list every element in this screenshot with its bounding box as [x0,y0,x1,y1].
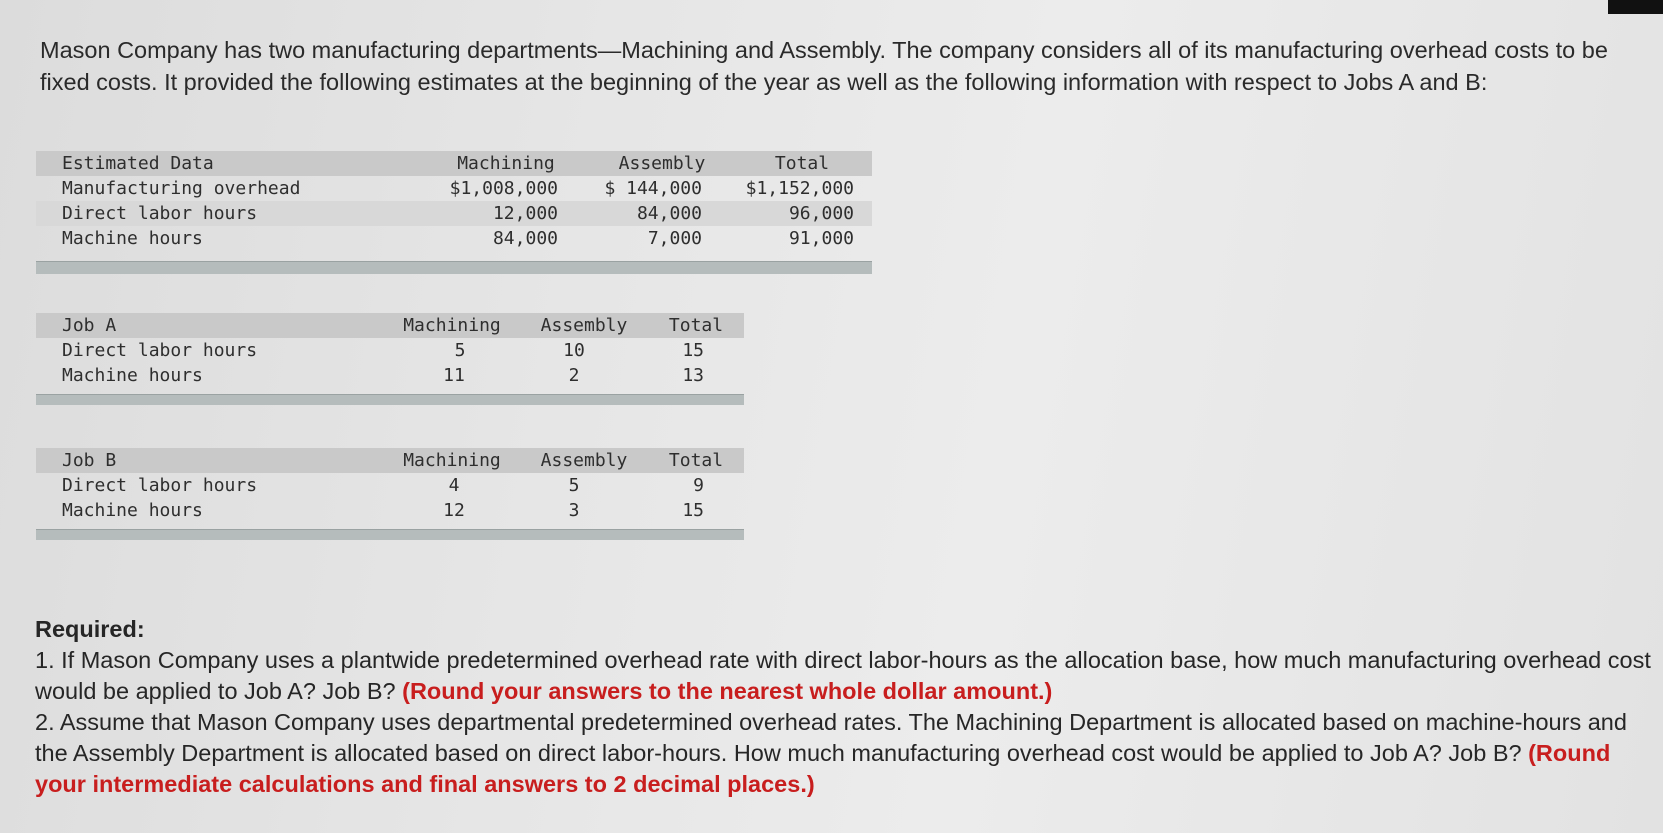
header-total: Total [774,153,830,174]
question-2 [35,707,1655,800]
job-b-table [36,448,744,545]
row-label: Direct labor hours [62,475,258,496]
table-row [36,226,872,251]
intro-text: Mason Company has two manufacturing departments—Machining and Assembly. The company considers all of its manufacturing overhead costs to be fixed costs. It provided the following estimates at the beginning of the year as well as the following information with respect to Jobs A and B: [40,37,1608,95]
table-row [36,498,744,523]
question-1-text: 1. If Mason Company uses a plantwide predetermined overhead rate with direct labor-hours as the allocation base, how much manufacturing overhead cost would be applied to Job A? Job B? [35,647,1651,704]
assembly-value: $ 144,000 [604,178,702,199]
header-job-a: Job A [62,315,117,336]
total-value: $1,152,000 [745,178,854,199]
row-label: Manufacturing overhead [62,178,301,199]
table-row [36,338,744,363]
row-label: Machine hours [62,228,203,249]
machining-value: 84,000 [492,228,558,249]
question-2-rounding-note: (Round your intermediate calculations and final answers to 2 decimal places.) [35,740,1611,797]
machining-value: 11 [443,365,465,386]
table-header-row [36,151,872,176]
assembly-value: 84,000 [636,203,702,224]
row-label: Machine hours [62,365,203,386]
row-label: Direct labor hours [62,203,258,224]
table-row [36,201,872,226]
row-label: Machine hours [62,500,203,521]
table-bottom-bar [36,261,872,274]
screen-corner [1608,0,1663,14]
header-job-b: Job B [62,450,117,471]
row-label: Direct labor hours [62,340,258,361]
total-value: 15 [682,340,704,361]
header-total: Total [668,450,724,471]
header-machining: Machining [403,450,501,471]
assembly-value: 5 [568,475,580,496]
question-2-text: 2. Assume that Mason Company uses departmental predetermined overhead rates. The Machining Department is allocated based on machine-hours and the Assembly Department is allocated based on direct labor-hours. How much manufacturing overhead cost would be applied to Job A? Job B? [35,709,1627,766]
assembly-value: 2 [568,365,580,386]
header-estimated-data: Estimated Data [62,153,214,174]
total-value: 13 [682,365,704,386]
table-row [36,473,744,498]
machining-value: 5 [454,340,466,361]
question-1-rounding-note: (Round your answers to the nearest whole dollar amount.) [402,678,1053,704]
header-assembly: Assembly [540,450,628,471]
total-value: 96,000 [788,203,854,224]
table-row [36,363,744,388]
header-total: Total [668,315,724,336]
total-value: 9 [693,475,704,496]
table-bottom-bar [36,394,744,405]
machining-value: 12,000 [492,203,558,224]
header-machining: Machining [403,315,501,336]
table-header-row [36,448,744,473]
machining-value: 4 [448,475,460,496]
machining-value: $1,008,000 [449,178,558,199]
table-header-row [36,313,744,338]
estimated-data-table [36,151,872,273]
assembly-value: 7,000 [647,228,702,249]
machining-value: 12 [443,500,465,521]
job-a-table [36,313,744,410]
table-row [36,176,872,201]
total-value: 15 [682,500,704,521]
question-1 [35,645,1655,707]
required-title: Required: [35,616,145,642]
assembly-value: 10 [563,340,585,361]
required-section [35,614,1655,800]
assembly-value: 3 [568,500,580,521]
header-assembly: Assembly [540,315,628,336]
header-assembly: Assembly [618,153,706,174]
table-bottom-bar [36,529,744,540]
total-value: 91,000 [788,228,854,249]
header-machining: Machining [457,153,555,174]
